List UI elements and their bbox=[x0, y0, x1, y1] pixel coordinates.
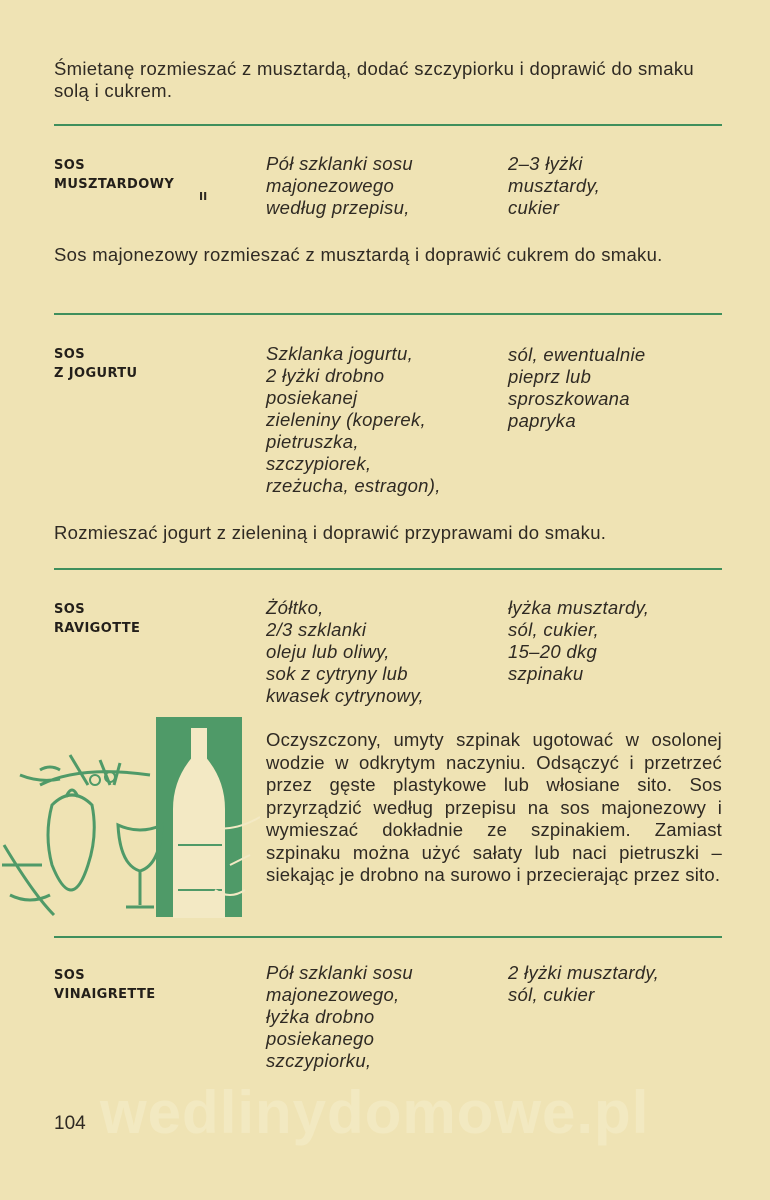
recipe-title-line: VINAIGRETTE bbox=[54, 987, 156, 1002]
ingredients-column-2 bbox=[508, 153, 723, 219]
ingredient-line: Pół szklanki sosu bbox=[266, 153, 413, 174]
ingredient-line: zieleniny (koperek, bbox=[266, 409, 426, 430]
ingredients-column-2 bbox=[508, 344, 723, 432]
recipe-title-line: SOS bbox=[54, 158, 85, 173]
recipe-title-jogurt bbox=[54, 345, 138, 383]
ingredient-line: łyżka drobno bbox=[266, 1006, 375, 1027]
recipe-title-vinaigrette bbox=[54, 966, 156, 1004]
ingredient-line: szczypiorek, bbox=[266, 453, 372, 474]
ingredients-column-1 bbox=[266, 153, 491, 219]
ingredient-line: pietruszka, bbox=[266, 431, 359, 452]
ingredients-column-1 bbox=[266, 343, 491, 497]
intro-paragraph: Śmietanę rozmieszać z musztardą, dodać szczypiorku i doprawić do smaku solą i cukrem. bbox=[54, 58, 694, 101]
ingredient-line: papryka bbox=[508, 410, 576, 431]
ingredient-line: Żółtko, bbox=[266, 597, 324, 618]
section-divider bbox=[54, 936, 722, 938]
recipe-title-line: Z JOGURTU bbox=[54, 366, 138, 381]
ingredient-line: sól, ewentualnie bbox=[508, 344, 646, 365]
recipe-title-line: RAVIGOTTE bbox=[54, 621, 141, 636]
ingredient-line: kwasek cytrynowy, bbox=[266, 685, 424, 706]
herb-sprig-icon bbox=[20, 755, 150, 785]
ingredient-line: Szklanka jogurtu, bbox=[266, 343, 414, 364]
recipe-variant-number: II bbox=[199, 190, 208, 203]
ingredient-line: sok z cytryny lub bbox=[266, 663, 408, 684]
recipe-title-line: SOS bbox=[54, 968, 85, 983]
ingredient-line: majonezowego bbox=[266, 175, 395, 196]
ingredient-line: sól, cukier, bbox=[508, 619, 599, 640]
wine-glass-icon bbox=[118, 825, 162, 907]
recipe-title-musztardowy bbox=[54, 156, 174, 194]
ingredient-line: pieprz lub bbox=[508, 366, 592, 387]
ingredient-line: majonezowego, bbox=[266, 984, 400, 1005]
section-divider bbox=[54, 568, 722, 570]
ingredient-line: według przepisu, bbox=[266, 197, 410, 218]
ingredient-line: 2 łyżki drobno bbox=[266, 365, 385, 386]
ingredient-line: posiekanego bbox=[266, 1028, 375, 1049]
watermark-text: wedlinydomowe.pl bbox=[100, 1079, 650, 1146]
glass-left-icon bbox=[2, 845, 54, 915]
ingredient-line: 2/3 szklanki bbox=[266, 619, 367, 640]
ingredient-line: 15–20 dkg bbox=[508, 641, 598, 662]
ingredients-column-2 bbox=[508, 962, 723, 1006]
section-divider bbox=[54, 124, 722, 126]
recipe-title-line: SOS bbox=[54, 602, 85, 617]
ingredient-line: szczypiorku, bbox=[266, 1050, 372, 1071]
recipe-method: Sos majonezowy rozmieszać z musztardą i doprawić cukrem do smaku. bbox=[54, 244, 663, 265]
recipe-title-line: SOS bbox=[54, 347, 85, 362]
ingredient-line: sól, cukier bbox=[508, 984, 595, 1005]
recipe-title-line: MUSZTARDOWY bbox=[54, 177, 175, 192]
ingredients-column-1 bbox=[266, 962, 491, 1072]
ingredient-line: łyżka musztardy, bbox=[508, 597, 650, 618]
page-number: 104 bbox=[54, 1113, 86, 1134]
ingredient-line: oleju lub oliwy, bbox=[266, 641, 390, 662]
recipe-method: Rozmieszać jogurt z zieleniną i doprawić przyprawami do smaku. bbox=[54, 522, 607, 543]
herb-leaf-icon bbox=[90, 775, 100, 785]
ingredient-line: 2–3 łyżki bbox=[508, 153, 583, 174]
ingredient-line: musztardy, bbox=[508, 175, 601, 196]
ingredients-column-2 bbox=[508, 597, 723, 685]
recipe-title-ravigotte bbox=[54, 600, 140, 638]
bottle-and-glasses-illustration bbox=[0, 715, 260, 930]
recipe-method-ravigotte: Oczyszczony, umyty szpinak ugotować w osolonej wodzie w odkrytym naczyniu. Odsączyć i przetrzeć przez gęste plastykowe lub włosiane sito. Sos przyrządzić według przepisu na sos majonezowy i wymieszać dokładnie ze szpinakiem. Zamiast szpinaku można użyć sałaty lub naci pietruszki – siekając je drobno na surowo i przecierając przez sito. bbox=[266, 729, 722, 885]
ingredient-line: sproszkowana bbox=[508, 388, 630, 409]
ingredient-line: Pół szklanki sosu bbox=[266, 962, 413, 983]
ingredient-line: rzeżucha, estragon), bbox=[266, 475, 441, 496]
ingredients-column-1 bbox=[266, 597, 491, 707]
ingredient-line: szpinaku bbox=[508, 663, 584, 684]
section-divider bbox=[54, 313, 722, 315]
carafe-icon bbox=[48, 795, 94, 890]
ingredient-line: posiekanej bbox=[266, 387, 358, 408]
ingredient-line: cukier bbox=[508, 197, 560, 218]
ingredient-line: 2 łyżki musztardy, bbox=[508, 962, 660, 983]
